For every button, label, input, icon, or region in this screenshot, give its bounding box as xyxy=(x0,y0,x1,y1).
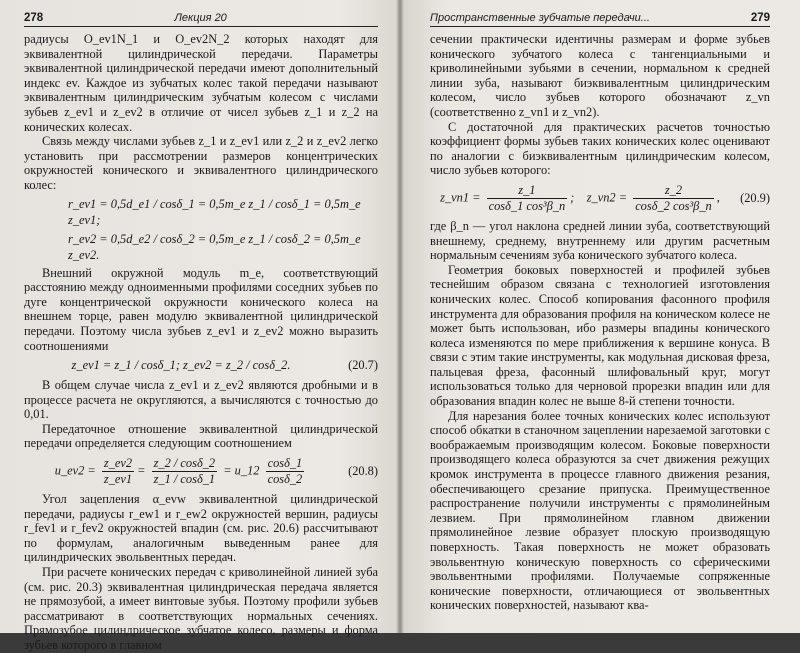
formula-20-7 xyxy=(24,358,378,373)
formula-20-8-lhs: u_ev2 = xyxy=(54,463,96,478)
right-running-title: Пространственные зубчатые передачи... xyxy=(430,12,650,24)
formula-20-7-number: (20.7) xyxy=(348,358,378,373)
formula-20-9: z_vn1 = $\frac{z\_1}{\text{cosδ\_1 cos³β\_n}}$ ; z_vn2 = $\frac{z\_2}{\text{cosδ\_2 cos³β\_n}}$ , (20.9) xyxy=(440,182,770,213)
formula-20-9-number: (20.9) xyxy=(740,190,770,205)
formula-20-8-number: (20.8) xyxy=(348,464,378,479)
formula-20-8-fraction-2: $\frac{z\_2 / \cos\delta\_2}{z\_1 / \cos\delta\_1}$ xyxy=(153,456,216,487)
right-running-head xyxy=(430,12,770,27)
left-page xyxy=(0,0,400,652)
right-paragraph-beta: где β_n — угол наклона средней линии зуба, соответствующий внешнему, среднему, внутреннему или другим расчетным нормальным сечениям зуба конического зубчатого колеса. xyxy=(430,218,770,263)
left-paragraph-general: В общем случае числа z_ev1 и z_ev2 являются дробными и в процессе расчета не округляются, а вычисляются с точностью до 0,01. xyxy=(24,378,378,422)
left-paragraph-1: радиусы O_ev1N_1 и O_ev2N_2 которых находят для эквивалентной цилиндрической передачи. Параметры эквивалентной цилиндрической передачи имеют дополнительный индекс ev. Каждое из зубчатых колес такой передачи называют эквивалентным цилиндрическим зубчатым колесом с числами зубьев z_ev1 и z_ev2 в отличие от чисел зубьев z_1 и z_2 на конических колесах. xyxy=(24,32,378,134)
left-running-title: Лекция 20 xyxy=(174,12,227,24)
right-page-number: 279 xyxy=(750,12,770,24)
formula-20-8-fraction-1: $\frac{z\_ev2}{z\_ev1}$ xyxy=(103,456,133,487)
formula-20-8-mid: = u_12 xyxy=(223,463,260,478)
right-page xyxy=(400,0,800,633)
formula-20-8-fraction-3: $\frac{\cos\delta\_1}{\cos\delta\_2}$ xyxy=(267,456,303,487)
right-paragraph-top: сечении практически идентичны размерам и форме зубьев конического зубчатого колеса с тангенциальными и криволинейными зубьями в сечении, нормальном к средней линии зуба, называют биэквивалентным цилиндрическим колесом, число зубьев которого обозначают z_vn (соответственно z_vn1 и z_vn2). xyxy=(430,32,770,119)
formula-r-ev2: r_ev2 = 0,5d_e2 / cosδ_2 = 0,5m_e z_1 / cosδ_2 = 0,5m_e z_ev2. xyxy=(68,231,361,262)
left-paragraph-2: Связь между числами зубьев z_1 и z_ev1 или z_2 и z_ev2 легко установить при рассмотрении размеров концентрических окружностей конического и эквивалентного цилиндрического колес: xyxy=(24,134,378,192)
left-paragraph-ratio: Передаточное отношение эквивалентной цилиндрической передачи определяется следующим соотношением xyxy=(24,421,378,451)
left-page-number: 278 xyxy=(24,12,44,24)
left-running-head xyxy=(24,12,378,27)
formula-20-9-b-lhs: z_vn2 = xyxy=(586,190,628,205)
left-paragraph-angle: Угол зацепления α_evw эквивалентной цилиндрической передачи, радиусы r_ew1 и r_ew2 окружностей вершин, радиусы r_fev1 и r_fev2 окружностей впадин (см. рис. 20.6) рассчитывают по формулам, аналогичным выведенным ранее для цилиндрических эвольвентных передач. xyxy=(24,492,378,565)
formula-20-8: u_ev2 = $\frac{z\_ev2}{z\_ev1}$ = $\frac{z\_2 / \cos\delta\_2}{z\_1 / \cos\delta\_1}$ = u_12 $\frac{\cos\delta\_1}{\cos\delta\_2}$ (20.8) xyxy=(54,456,378,487)
formula-20-9-fraction-a: $\frac{z\_1}{\text{cosδ\_1 cos³β\_n}}$ xyxy=(488,182,566,213)
left-paragraph-module: Внешний окружной модуль m_e, соответствующий расстоянию между одноименными профилями соседних зубьев по дуге концентрической окружности конического колеса на внешнем торце, равен модулю эквивалентной цилиндрической передачи. Поэтому числа зубьев z_ev1 и z_ev2 можно выразить соотношениями xyxy=(24,265,378,353)
right-paragraph-accuracy: С достаточной для практических расчетов точностью коэффициент формы зубьев таких конических колес оценивают по аналогии с биэквивалентным цилиндрическим колесом, число зубьев которого: xyxy=(430,119,770,178)
formula-r-ev1: r_ev1 = 0,5d_e1 / cosδ_1 = 0,5m_e z_1 / cosδ_1 = 0,5m_e z_ev1; xyxy=(68,196,361,227)
formula-20-9-a-lhs: z_vn1 = xyxy=(440,190,481,205)
formula-20-9-fraction-b: $\frac{z\_2}{\text{cosδ\_2 cos³β\_n}}$ xyxy=(635,182,712,213)
right-paragraph-geometry: Геометрия боковых поверхностей и профилей зубьев теснейшим образом связана с технологией изготовления конических колес. Способ копирования фасонного профиля инструмента для образования профиля на коническом колесе не может быть использован, ибо размеры впадины конического колеса изменяются по мере приближения к вершине конуса. В связи с этим такие инструменты, как модульная дисковая фреза, пальцевая фреза, фасонный шлифовальный круг, могут использоваться только для черновой прорезки впадин или для образования впадин колес не выше 8-й степени точности. xyxy=(430,262,770,409)
formula-20-7-body: z_ev1 = z_1 / cosδ_1; z_ev2 = z_2 / cosδ_2. xyxy=(71,358,291,373)
left-paragraph-end: При расчете конических передач с криволинейной линией зуба (см. рис. 20.3) эквивалентная цилиндрическая передача является не прямозубой, а имеет винтовые зубья. Поэтому профили зубьев рассматривают в соответствующих нормальных сечениях. Прямозубое цилиндрическое зубчатое колесо, размеры и форма зубьев которого в главном xyxy=(24,565,378,652)
right-paragraph-method: Для нарезания более точных конических колес используют способ обкатки в станочном зацеплении нарезаемой заготовки с воображаемым производящим колесом. Боковые поверхности производящего колеса образуются за счет движения режущих кромок инструмента в процессе главного движения резания, обеспечивающего срезание припуска. Преимущественное распространение получили инструменты с прямолинейным лезвием. При прямолинейном главном движении прямолинейное лезвие образует плоскую производящую поверхность. Такая поверхность не может образовать эвольвентную коническую поверхность со сферическими эвольвентными профилями. Получаемые сопряженные конические поверхности, отличающиеся от эвольвентных конических поверхностей, называют ква- xyxy=(430,408,770,613)
